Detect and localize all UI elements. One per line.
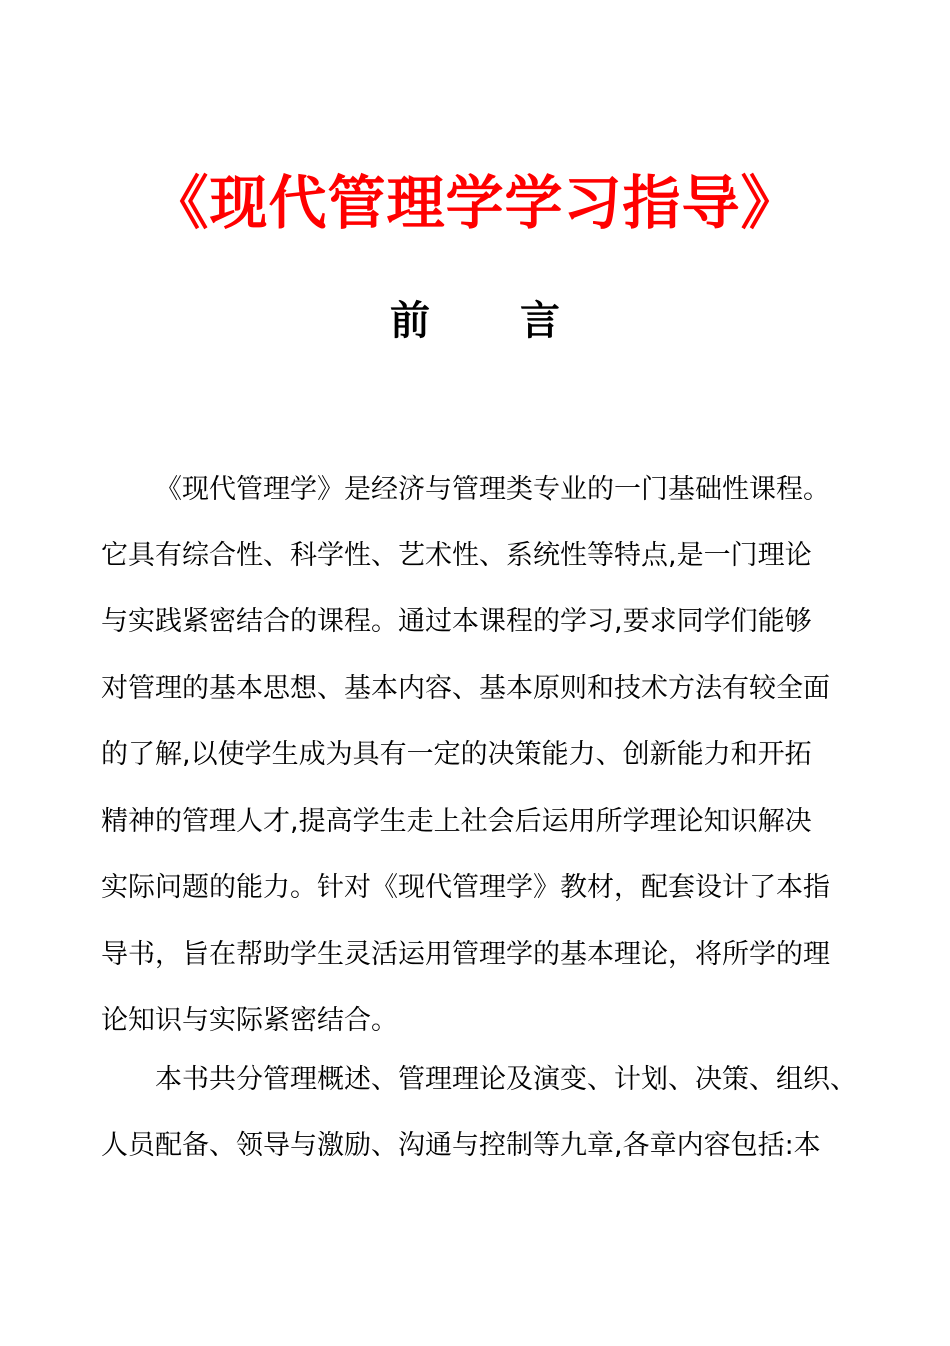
paragraph-line: 实际问题的能力。针对《现代管理学》教材，配套设计了本指 [101, 872, 830, 903]
book-title: 《现代管理学学习指导》 [150, 169, 800, 237]
paragraph-line: 的了解,以使学生成为具有一定的决策能力、创新能力和开拓 [101, 739, 812, 770]
paragraph-line: 论知识与实际紧密结合。 [101, 1005, 398, 1036]
paragraph-line: 精神的管理人才,提高学生走上社会后运用所学理论知识解决 [101, 806, 812, 837]
section-title [0, 292, 950, 350]
paragraph-line: 它具有综合性、科学性、艺术性、系统性等特点,是一门理论 [101, 540, 812, 571]
paragraph-line: 人员配备、领导与激励、沟通与控制等九章,各章内容包括:本 [101, 1130, 821, 1161]
paragraph-line: 与实践紧密结合的课程。通过本课程的学习,要求同学们能够 [101, 606, 812, 637]
paragraph-line: 对管理的基本思想、基本内容、基本原则和技术方法有较全面 [101, 673, 830, 704]
paragraph-line: 本书共分管理概述、管理理论及演变、计划、决策、组织、 [155, 1064, 857, 1095]
section-title-left: 前 [390, 298, 430, 344]
paragraph-line: 导书，旨在帮助学生灵活运用管理学的基本理论，将所学的理 [101, 939, 830, 970]
section-title-right: 言 [520, 298, 560, 344]
paragraph-line: 《现代管理学》是经济与管理类专业的一门基础性课程。 [155, 474, 830, 505]
